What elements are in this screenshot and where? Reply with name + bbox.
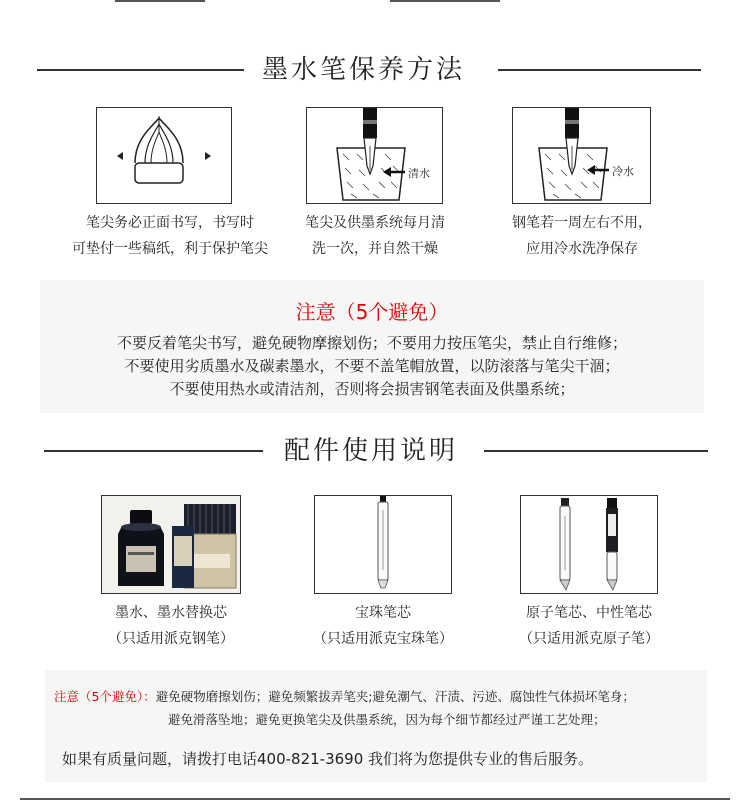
accessory-image-ink <box>101 495 241 594</box>
accessory-caption-rollerball-line1: 宝珠笔芯 <box>355 605 411 621</box>
accessory-notice-title: 注意（5个避免）： <box>54 689 156 704</box>
accessory-notice-row1 <box>54 687 635 705</box>
clear-water-label: 清水 <box>408 167 430 180</box>
cold-water-label: 冷水 <box>612 165 634 178</box>
care-notice-box <box>40 280 704 413</box>
top-edge-stub-right <box>390 0 500 2</box>
accessory-caption-ink <box>86 600 256 652</box>
section-title-care: 墨水笔保养方法 <box>262 55 466 85</box>
rollerball-refill-icon <box>315 496 451 593</box>
accessory-caption-ballpoint-line2: （只适用派克原子笔） <box>519 631 659 647</box>
ink-bottle-and-cartridges-icon <box>102 496 240 593</box>
title-rule-right <box>498 69 701 71</box>
accessory-notice-line2: 避免滑落坠地；避免更换笔尖及供墨系统，因为每个细节都经过严谨工艺处理； <box>168 712 606 727</box>
care-caption-clear-water-line1: 笔尖及供墨系统每月清 <box>305 215 445 231</box>
top-edge-stub-left <box>115 0 205 2</box>
care-image-nib <box>96 107 232 204</box>
care-notice-line: 不要反着笔尖书写，避免硬物摩擦划伤；不要用力按压笔尖，禁止自行维修； <box>116 334 627 352</box>
care-caption-nib <box>60 210 280 262</box>
title-rule-left <box>37 69 244 71</box>
pen-in-cold-water-icon <box>513 108 650 203</box>
care-caption-nib-line2: 可垫付一些稿纸，利于保护笔尖 <box>72 241 268 257</box>
section-title-row-care <box>0 52 750 88</box>
accessory-caption-rollerball <box>298 600 468 652</box>
ballpoint-gel-refills-icon <box>521 496 657 593</box>
title-rule-right <box>484 450 708 452</box>
accessory-caption-ink-line1: 墨水、墨水替换芯 <box>115 605 227 621</box>
care-notice-line: 不要使用劣质墨水及碳素墨水，不要不盖笔帽放置，以防滚落与笔尖干涸； <box>124 357 620 375</box>
care-image-clear-water <box>306 107 443 204</box>
pen-nib-icon <box>97 108 231 203</box>
accessory-caption-ballpoint <box>500 600 678 652</box>
care-caption-cold-water-line1: 钢笔若一周左右不用， <box>512 215 652 231</box>
care-caption-clear-water <box>285 210 465 262</box>
care-notice-line: 不要使用热水或清洁剂，否则将会损害钢笔表面及供墨系统； <box>169 380 575 398</box>
title-rule-left <box>44 450 263 452</box>
pen-in-clear-water-icon <box>307 108 442 203</box>
service-hotline-text: 如果有质量问题，请拨打电话400-821-3690 我们将为您提供专业的售后服务。 <box>62 750 594 768</box>
section-title-accessories: 配件使用说明 <box>284 436 459 466</box>
care-image-cold-water <box>512 107 651 204</box>
accessory-image-rollerball-refill <box>314 495 452 594</box>
accessory-caption-ballpoint-line1: 原子笔芯、中性笔芯 <box>526 605 652 621</box>
care-caption-clear-water-line2: 洗一次，并自然干燥 <box>312 241 438 257</box>
accessory-notice-box <box>45 670 707 782</box>
accessory-caption-ink-line2: （只适用派克钢笔） <box>108 631 234 647</box>
care-caption-cold-water <box>490 210 674 262</box>
care-notice-title: 注意（5个避免） <box>295 300 449 324</box>
bottom-rule <box>20 798 730 800</box>
accessory-caption-rollerball-line2: （只适用派克宝珠笔） <box>313 631 453 647</box>
section-title-row-accessories <box>0 433 750 469</box>
care-caption-cold-water-line2: 应用冷水洗净保存 <box>526 241 638 257</box>
accessory-image-ballpoint-gel-refills <box>520 495 658 594</box>
care-caption-nib-line1: 笔尖务必正面书写，书写时 <box>86 215 254 231</box>
accessory-notice-line1: 避免硬物磨擦划伤；避免频繁拔弄笔夹;避免潮气、汗渍、污迹、腐蚀性气体损坏笔身； <box>155 689 635 704</box>
